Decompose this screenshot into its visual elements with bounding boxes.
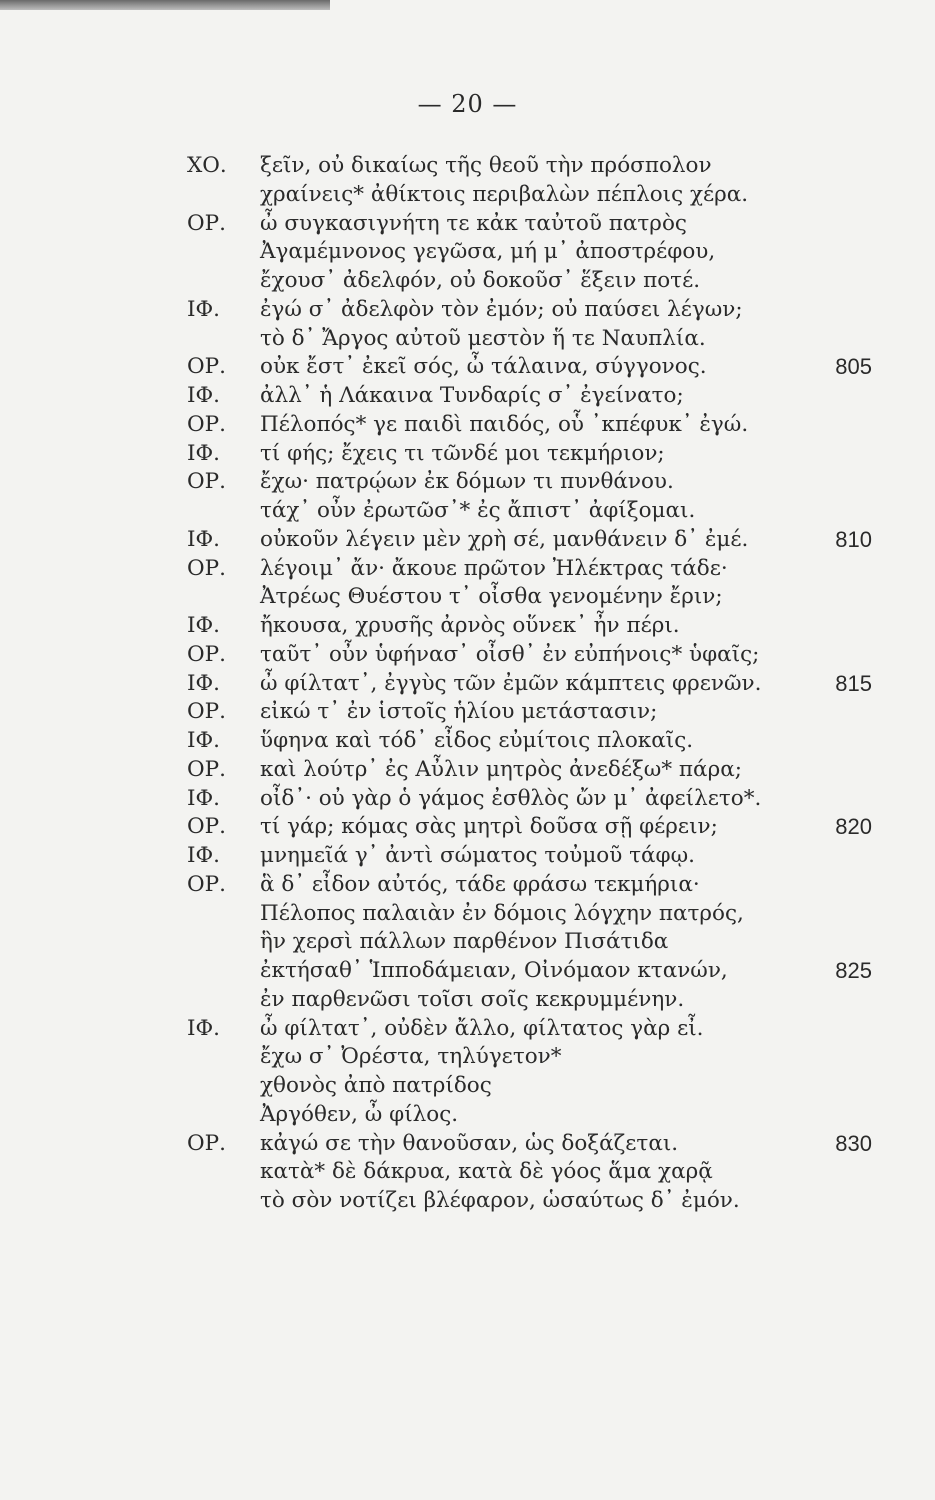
verse-text-line: μνημεῖά γ᾽ ἀντὶ σώματος τοὐμοῦ τάφῳ. xyxy=(260,843,695,868)
verse-text-line: οὐκ ἔστ᾽ ἐκεῖ σός, ὦ τάλαινα, σύγγονος. xyxy=(260,354,707,380)
speaker-label: ΙΦ. xyxy=(187,613,220,638)
speaker-label: ΟΡ. xyxy=(187,354,226,380)
verse-text-line: Ἀργόθεν, ὦ φίλος. xyxy=(260,1101,459,1127)
verse-text-line: καὶ λούτρ᾽ ἐς Αὖλιν μητρὸς ἀνεδέξω* πάρα; xyxy=(260,756,742,782)
verse-text-line: τὸ δ᾽ Ἄργος αὐτοῦ μεστὸν ἥ τε Ναυπλία. xyxy=(260,325,706,351)
verse-text-line: Πέλοπός* γε παιδὶ παιδός, οὗ ᾽κπέφυκ᾽ ἐγώ. xyxy=(260,411,749,437)
speaker-label: ΙΦ. xyxy=(187,843,220,868)
verse-line xyxy=(0,1158,935,1187)
verse-line xyxy=(0,238,935,267)
verse-line xyxy=(0,612,935,641)
verse-text-line: ξεῖν, οὐ δικαίως τῆς θεοῦ τὴν πρόσπολον xyxy=(260,153,712,178)
verse-line xyxy=(0,900,935,929)
verse-text-line: λέγοιμ᾽ ἄν· ἄκουε πρῶτον Ἠλέκτρας τάδε· xyxy=(260,555,728,581)
verse-line xyxy=(0,210,935,239)
line-number: 820 xyxy=(835,814,872,840)
line-number: 810 xyxy=(835,526,872,552)
verse-text-line: ἤκουσα, χρυσῆς ἀρνὸς οὕνεκ᾽ ἦν πέρι. xyxy=(260,613,680,638)
verse-line xyxy=(0,267,935,296)
verse-text-line: ὦ φίλτατ᾽, οὐδὲν ἄλλο, φίλτατος γὰρ εἶ. xyxy=(260,1015,704,1041)
verse-line xyxy=(0,1101,935,1130)
speaker-label: ΟΡ. xyxy=(187,1130,226,1156)
verse-line xyxy=(0,1130,935,1159)
verse-text-line: τάχ᾽ οὖν ἐρωτῶσ᾽* ἐς ἄπιστ᾽ ἀφίξομαι. xyxy=(260,498,696,523)
speaker-label: ΙΦ. xyxy=(187,440,220,466)
speaker-label: ΙΦ. xyxy=(187,383,220,408)
verse-text-line: ὦ φίλτατ᾽, ἐγγὺς τῶν ἐμῶν κάμπτεις φρενῶν. xyxy=(260,670,762,696)
verse-text xyxy=(0,152,935,1216)
verse-text-line: οὐκοῦν λέγειν μὲν χρὴ σέ, μανθάνειν δ᾽ ἐμέ. xyxy=(260,526,749,552)
verse-line xyxy=(0,957,935,986)
verse-text-line: Ἀτρέως Θυέστου τ᾽ οἶσθα γενομένην ἔριν; xyxy=(260,584,723,610)
verse-text-line: ἐκτήσαθ᾽ Ἱπποδάμειαν, Οἰνόμαον κτανών, xyxy=(260,958,728,983)
speaker-label: ΟΡ. xyxy=(187,641,226,667)
verse-text-line: ἣν χερσὶ πάλλων παρθένον Πισάτιδα xyxy=(260,929,669,955)
verse-line xyxy=(0,440,935,469)
speaker-label: ΟΡ. xyxy=(187,699,226,725)
verse-line xyxy=(0,583,935,612)
speaker-label: ΟΡ. xyxy=(187,210,226,236)
line-number: 805 xyxy=(835,354,872,380)
verse-line xyxy=(0,555,935,584)
verse-line xyxy=(0,382,935,411)
verse-line xyxy=(0,497,935,526)
verse-line xyxy=(0,1072,935,1101)
verse-text-line: οἶδ᾽· οὐ γὰρ ὁ γάμος ἐσθλὸς ὤν μ᾽ ἀφείλετο*. xyxy=(260,785,762,811)
verse-line xyxy=(0,296,935,325)
verse-line xyxy=(0,526,935,555)
line-number: 815 xyxy=(835,670,872,696)
verse-line xyxy=(0,756,935,785)
verse-text-line: τί φής; ἔχεις τι τῶνδέ μοι τεκμήριον; xyxy=(260,440,665,466)
verse-text-line: χθονὸς ἀπὸ πατρίδος xyxy=(260,1073,492,1098)
verse-line xyxy=(0,152,935,181)
speaker-label: ΙΦ. xyxy=(187,526,220,552)
speaker-label: ΟΡ. xyxy=(187,814,226,840)
page-number: — 20 — xyxy=(417,90,518,118)
speaker-label: ΧΟ. xyxy=(187,153,227,178)
verse-text-line: ἃ δ᾽ εἶδον αὐτός, τάδε φράσω τεκμήρια· xyxy=(260,871,700,897)
verse-text-line: τὸ σὸν νοτίζει βλέφαρον, ὡσαύτως δ᾽ ἐμόν. xyxy=(260,1188,740,1213)
speaker-label: ΟΡ. xyxy=(187,411,226,437)
scan-edge-rule xyxy=(0,0,330,10)
verse-line xyxy=(0,670,935,699)
verse-line xyxy=(0,641,935,670)
verse-text-line: ἔχω σ᾽ Ὀρέστα, τηλύγετον* xyxy=(260,1044,562,1070)
verse-line xyxy=(0,1015,935,1044)
speaker-label: ΟΡ. xyxy=(187,871,226,897)
verse-line xyxy=(0,353,935,382)
line-number: 825 xyxy=(835,958,872,983)
verse-line xyxy=(0,813,935,842)
verse-line xyxy=(0,698,935,727)
verse-text-line: ἔχω· πατρῴων ἐκ δόμων τι πυνθάνου. xyxy=(260,469,674,495)
verse-line xyxy=(0,1187,935,1216)
verse-line xyxy=(0,785,935,814)
verse-text-line: ἀλλ᾽ ἡ Λάκαινα Τυνδαρίς σ᾽ ἐγείνατο; xyxy=(260,383,684,408)
verse-line xyxy=(0,411,935,440)
verse-text-line: Πέλοπος παλαιὰν ἐν δόμοις λόγχην πατρός, xyxy=(260,900,744,926)
speaker-label: ΙΦ. xyxy=(187,296,220,322)
verse-text-line: χραίνεις* ἀθίκτοις περιβαλὼν πέπλοις χέρα. xyxy=(260,181,749,207)
verse-line xyxy=(0,986,935,1015)
verse-line xyxy=(0,871,935,900)
verse-text-line: ἐν παρθενῶσι τοῖσι σοῖς κεκρυμμένην. xyxy=(260,986,685,1012)
speaker-label: ΙΦ. xyxy=(187,785,220,811)
verse-text-line: ὕφηνα καὶ τόδ᾽ εἶδος εὐμίτοις πλοκαῖς. xyxy=(260,728,694,753)
verse-line xyxy=(0,727,935,756)
verse-text-line: ταῦτ᾽ οὖν ὑφήνασ᾽ οἶσθ᾽ ἐν εὐπήνοις* ὑφαῖς; xyxy=(260,641,760,667)
verse-line xyxy=(0,1043,935,1072)
line-number: 830 xyxy=(835,1130,872,1156)
verse-text-line: κατὰ* δὲ δάκρυα, κατὰ δὲ γόος ἅμα χαρᾷ xyxy=(260,1159,713,1185)
verse-text-line: τί γάρ; κόμας σὰς μητρὶ δοῦσα σῇ φέρειν; xyxy=(260,814,718,840)
speaker-label: ΟΡ. xyxy=(187,469,226,495)
verse-text-line: ἐγώ σ᾽ ἀδελφὸν τὸν ἐμόν; οὐ παύσει λέγων; xyxy=(260,296,743,322)
verse-text-line: Ἀγαμέμνονος γεγῶσα, μή μ᾽ ἀποστρέφου, xyxy=(260,239,716,265)
verse-line xyxy=(0,325,935,354)
verse-line xyxy=(0,928,935,957)
speaker-label: ΙΦ. xyxy=(187,728,220,753)
verse-line xyxy=(0,181,935,210)
verse-text-line: ὦ συγκασιγνήτη τε κἀκ ταὐτοῦ πατρὸς xyxy=(260,210,687,236)
speaker-label: ΟΡ. xyxy=(187,555,226,581)
verse-text-line: εἰκώ τ᾽ ἐν ἱστοῖς ἡλίου μετάστασιν; xyxy=(260,699,658,725)
verse-line xyxy=(0,468,935,497)
speaker-label: ΙΦ. xyxy=(187,1015,220,1041)
verse-text-line: κἀγώ σε τὴν θανοῦσαν, ὡς δοξάζεται. xyxy=(260,1130,679,1156)
verse-line xyxy=(0,842,935,871)
verse-text-line: ἔχουσ᾽ ἀδελφόν, οὐ δοκοῦσ᾽ ἕξειν ποτέ. xyxy=(260,268,701,293)
speaker-label: ΟΡ. xyxy=(187,756,226,782)
speaker-label: ΙΦ. xyxy=(187,670,220,696)
